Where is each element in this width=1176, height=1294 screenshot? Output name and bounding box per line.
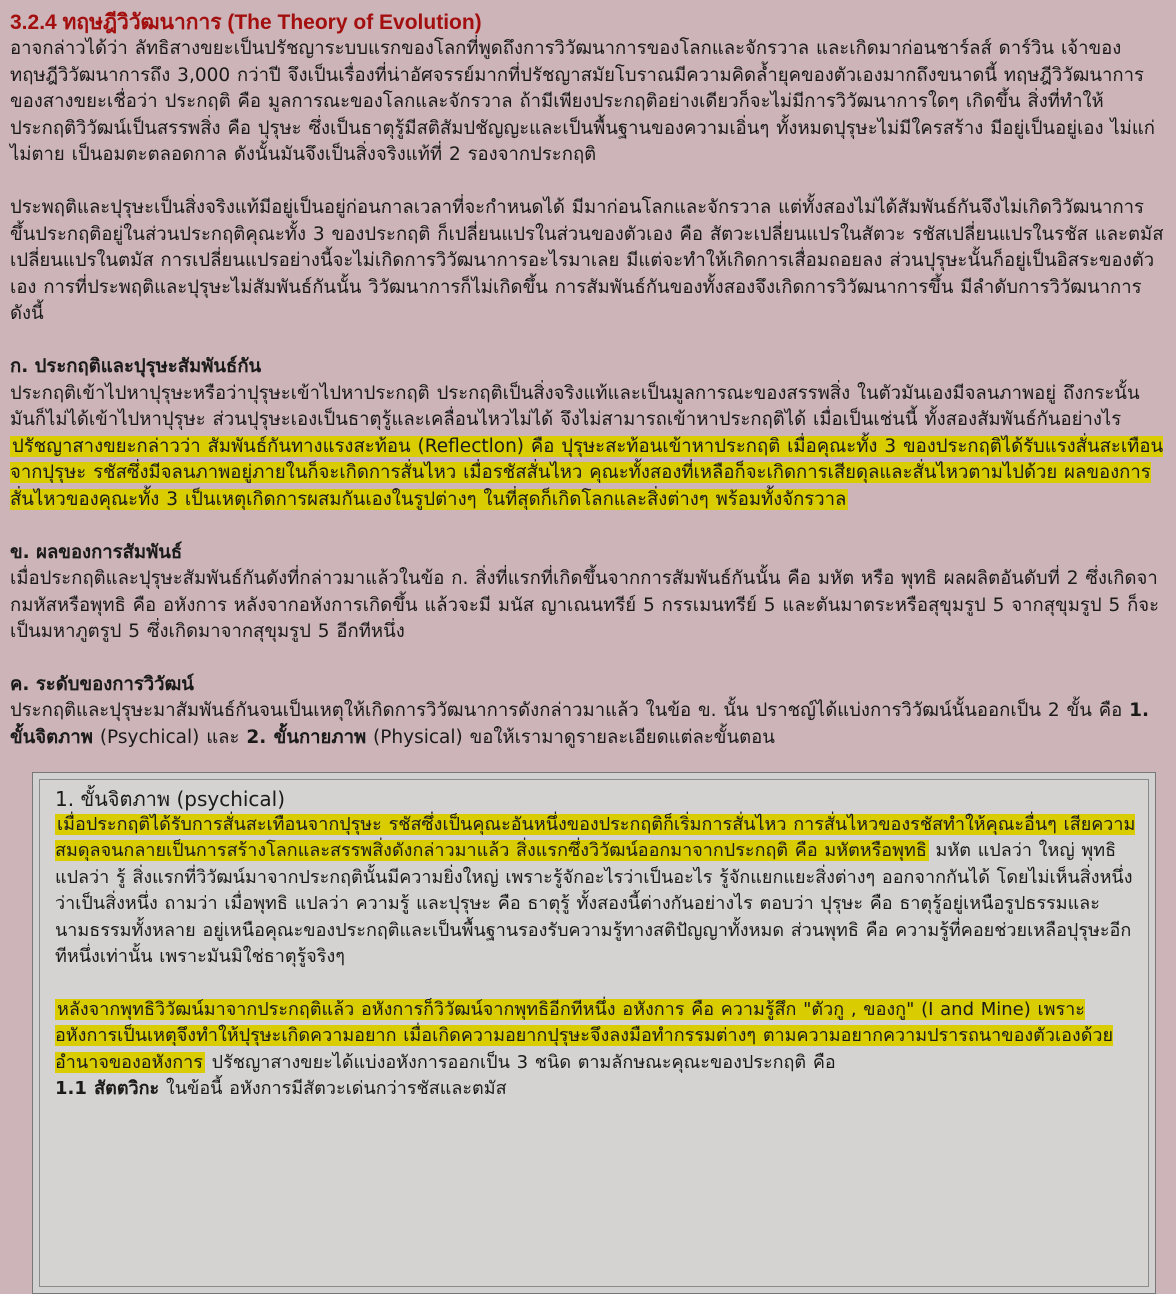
box-p1-plain: มหัต แปลว่า ใหญ่ พุทธิ แปลว่า รู้ สิ่งแรกที่วิวัฒน์มาจากประกฤตินั้นมีความยิ่งใหญ่ เพราะรู้จักอะไรว่าเป็นอะไร รู้จักแยกแยะสิ่งต่างๆ ออกจากกันได้ โดยไม่เห็นสิ่งหนึ่งว่าเป็นสิ่งหนึ่ง ถามว่า เมื่อพุทธิ แปลว่า ความรู้ และปุรุษะ คือ ธาตุรู้ ทั้งสองนี้ต่างกันอย่างไร ตอบว่า ปุรุษะ คือ ธาตุรู้อยู่เหนือรูปธรรมและนามธรรมทั้งหลาย อยู่เหนือคุณะของประกฤติและเป็นพื้นฐานรองรับความรู้ทางสติปัญญาทั้งหมด ส่วนพุทธิ คือ ความรู้ที่คอยช่วยเหลือปุรุษะอีกทีหนึ่งเท่านั้น เพราะมันมิใช่ธาตุรู้จริงๆ [55, 840, 1133, 968]
box-p2-plain: ปรัชญาสางขยะได้แบ่งอหังการออกเป็น 3 ชนิด ตามลักษณะคุณะของประกฤติ คือ [204, 1051, 836, 1073]
box-item-1-text: ในข้อนี้ อหังการมีสัตวะเด่นกว่ารชัสและตมัส [159, 1078, 507, 1100]
section-a-heading: ก. ประกฤติและปุรุษะสัมพันธ์กัน [10, 355, 262, 377]
section-c-text-2: (Psychical) และ [92, 727, 247, 749]
section-b-text: เมื่อประกฤติและปุรุษะสัมพันธ์กันดังที่กล่าวมาแล้วในข้อ ก. สิ่งที่แรกที่เกิดขึ้นจากการสัมพันธ์กันนั้น คือ มหัต หรือ พุทธิ ผลผลิตอันดับที่ 2 ซึ่งเกิดจากมหัสหรือพุทธิ คือ อหังการ หลังจากอหังการเกิดขึ้น แล้วจะมี มนัส ญาเณนทรีย์ 5 กรรเมนทรีย์ 5 และตันมาตระหรือสุขุมรูป 5 จากสุขุมรูป 5 ก็จะเป็นมหาภูตรูป 5 ซึ่งเกิดมาจากสุขุมรูป 5 อีกทีหนึ่ง [10, 568, 1160, 643]
intro-paragraph-2: ประพฤติและปุรุษะเป็นสิ่งจริงแท้มีอยู่เป็นอยู่ก่อนกาลเวลาที่จะกำหนดได้ มีมาก่อนโลกและจักรวาล แต่ทั้งสองไม่ได้สัมพันธ์กันจึงไม่เกิดวิวัฒนาการขึ้นประกฤติอยู่ในส่วนประกฤติคุณะทั้ง 3 ของประกฤติ ก็เปลี่ยนแปรในส่วนของตัวเอง คือ สัตวะเปลี่ยนแปรในสัตวะ รชัสเปลี่ยนแปรในรชัส และตมัสเปลี่ยนแปรในตมัส การเปลี่ยนแปรอย่างนี้จะไม่เกิดการวิวัฒนาการอะไรมาเลย มีแต่จะทำให้เกิดการเสื่อมถอยลง ส่วนปุรุษะนั้นก็อยู่เป็นอิสระของตัวเอง การที่ประพฤติและปุรุษะไม่สัมพันธ์กันนั้น วิวัฒนาการก็ไม่เกิดขึ้น การสัมพันธ์กันของทั้งสองจึงเกิดการวิวัฒนาการขึ้น มีลำดับการวิวัฒนาการดังนี้ [10, 196, 1164, 325]
section-c-bold-1: 1. ขั้นจิตภาพ [10, 700, 1150, 749]
section-c-bold-2: 2. ขั้นกายภาพ [246, 727, 367, 749]
section-c-text-1: ประกฤติและปุรุษะมาสัมพันธ์กันจนเป็นเหตุให้เกิดการวิวัฒนาการดังกล่าวมาแล้ว ในข้อ ข. นั้น ปราชญ์ได้แบ่งการวิวัฒน์นั้นออกเป็น 2 ขั้น คือ [10, 700, 1130, 722]
section-b-heading: ข. ผลของการสัมพันธ์ [10, 541, 183, 563]
psychical-box [32, 772, 1156, 1294]
box-heading: 1. ขั้นจิตภาพ (psychical) [55, 786, 286, 811]
box-item-1 [55, 1076, 1138, 1103]
section-a-text [10, 381, 1164, 514]
box-p1-highlight: เมื่อประกฤติได้รับการสั่นสะเทือนจากปุรุษะ รชัสซึ่งเป็นคุณะอันหนึ่งของประกฤติก็เริ่มการสั่นไหว การสั่นไหวของรชัสทำให้คุณะอื่นๆ เสียความสมดุลจนกลายเป็นการสร้างโลกและสรรพสิ่งดังกล่าวมาแล้ว สิ่งแรกซึ่งวิวัฒน์ออกมาจากประกฤติ คือ มหัตหรือพุทธิ [55, 813, 1136, 862]
intro-paragraph-1: อาจกล่าวได้ว่า ลัทธิสางขยะเป็นปรัชญาระบบแรกของโลกที่พูดถึงการวิวัฒนาการของโลกและจักรวาล และเกิดมาก่อนชาร์ลส์ ดาร์วิน เจ้าของทฤษฎีวิวัฒนาการถึง 3,000 กว่าปี จึงเป็นเรื่องที่น่าอัศจรรย์มากที่ปรัชญาสมัยโบราณมีความคิดล้ำยุคของตัวเองมากถึงขนาดนี้ ทฤษฎีวิวัฒนาการของสางขยะเชื่อว่า ประกฤติ คือ มูลการณะของโลกและจักรวาล ถ้ามีเพียงประกฤติอย่างเดียวก็จะไม่มีการวิวัฒนาการใดๆ เกิดขึ้น สิ่งที่ทำให้ประกฤติวิวัฒน์เป็นสรรพสิ่ง คือ ปุรุษะ ซึ่งเป็นธาตุรู้มีสติสัมปชัญญะและเป็นพื้นฐานของความเอิ่นๆ ทั้งหมดปุรุษะไม่มีใครสร้าง มีอยู่เป็นอยู่เอง ไม่แก่ ไม่ตาย เป็นอมตะตลอดกาล ดังนั้นมันจึงเป็นสิ่งจริงแท้ที่ 2 รองจากประกฤติ [10, 38, 1156, 166]
box-paragraph-2 [55, 997, 1138, 1077]
section-a-highlight: ปรัชญาสางขยะกล่าวว่า สัมพันธ์กันทางแรงสะท้อน (Reflectlon) คือ ปุรุษะสะท้อนเข้าหาประกฤติ เมื่อคุณะทั้ง 3 ของประกฤติได้รับแรงสั่นสะเทือนจากปุรุษะ รชัสซึ่งมีจลนภาพอยู่ภายในก็จะเกิดการสั่นไหว เมื่อรชัสสั่นไหว คุณะทั้งสองที่เหลือก็จะเกิดการเสียดุลและสั่นไหวตามไปด้วย ผลของการสั่นไหวของคุณะทั้ง 3 เป็นเหตุเกิดการผสมกันเองในรูปต่างๆ ในที่สุดก็เกิดโลกและสิ่งต่างๆ พร้อมทั้งจักรวาล [10, 435, 1164, 510]
section-c-text [10, 698, 1164, 751]
section-c-text-3: (Physical) ขอให้เรามาดูรายละเอียดแต่ละขั้นตอน [366, 727, 775, 749]
section-c-heading: ค. ระดับของการวิวัฒน์ [10, 673, 194, 695]
box-paragraph-1 [55, 812, 1138, 971]
section-a-plain: ประกฤติเข้าไปหาปุรุษะหรือว่าปุรุษะเข้าไปหาประกฤติ ประกฤติเป็นสิ่งจริงแท้และเป็นมูลการณะของสรรพสิ่ง ในตัวมันเองมีจลนภาพอยู่ ถึงกระนั้นมันก็ไม่ได้เข้าไปหาปุรุษะ ส่วนปุรุษะเองเป็นธาตุรู้และเคลื่อนไหวไม่ได้ จึงไม่สามารถเข้าหาประกฤติได้ เมื่อเป็นเช่นนี้ ทั้งสองสัมพันธ์กันอย่างไร [10, 382, 1140, 431]
box-item-1-bold: 1.1 สัตตวิกะ [55, 1078, 160, 1100]
psychical-box-inner [39, 779, 1149, 1287]
box-p2-highlight: หลังจากพุทธิวิวัฒน์มาจากประกฤติแล้ว อหังการก็วิวัฒน์จากพุทธิอีกทีหนึ่ง อหังการ คือ ความรู้สึก "ตัวกู , ของกู" (I and Mine) เพราะอหังการเป็นเหตุจึงทำให้ปุรุษะเกิดความอยาก เมื่อเกิดความอยากปุรุษะจึงลงมือทำกรรมต่างๆ ตามความอยากความปรารถนาของตัวเองด้วยอำนาจของอหังการ [55, 998, 1114, 1073]
page-title: 3.2.4 ทฤษฎีวิวัฒนาการ (The Theory of Evolution) [10, 11, 482, 34]
